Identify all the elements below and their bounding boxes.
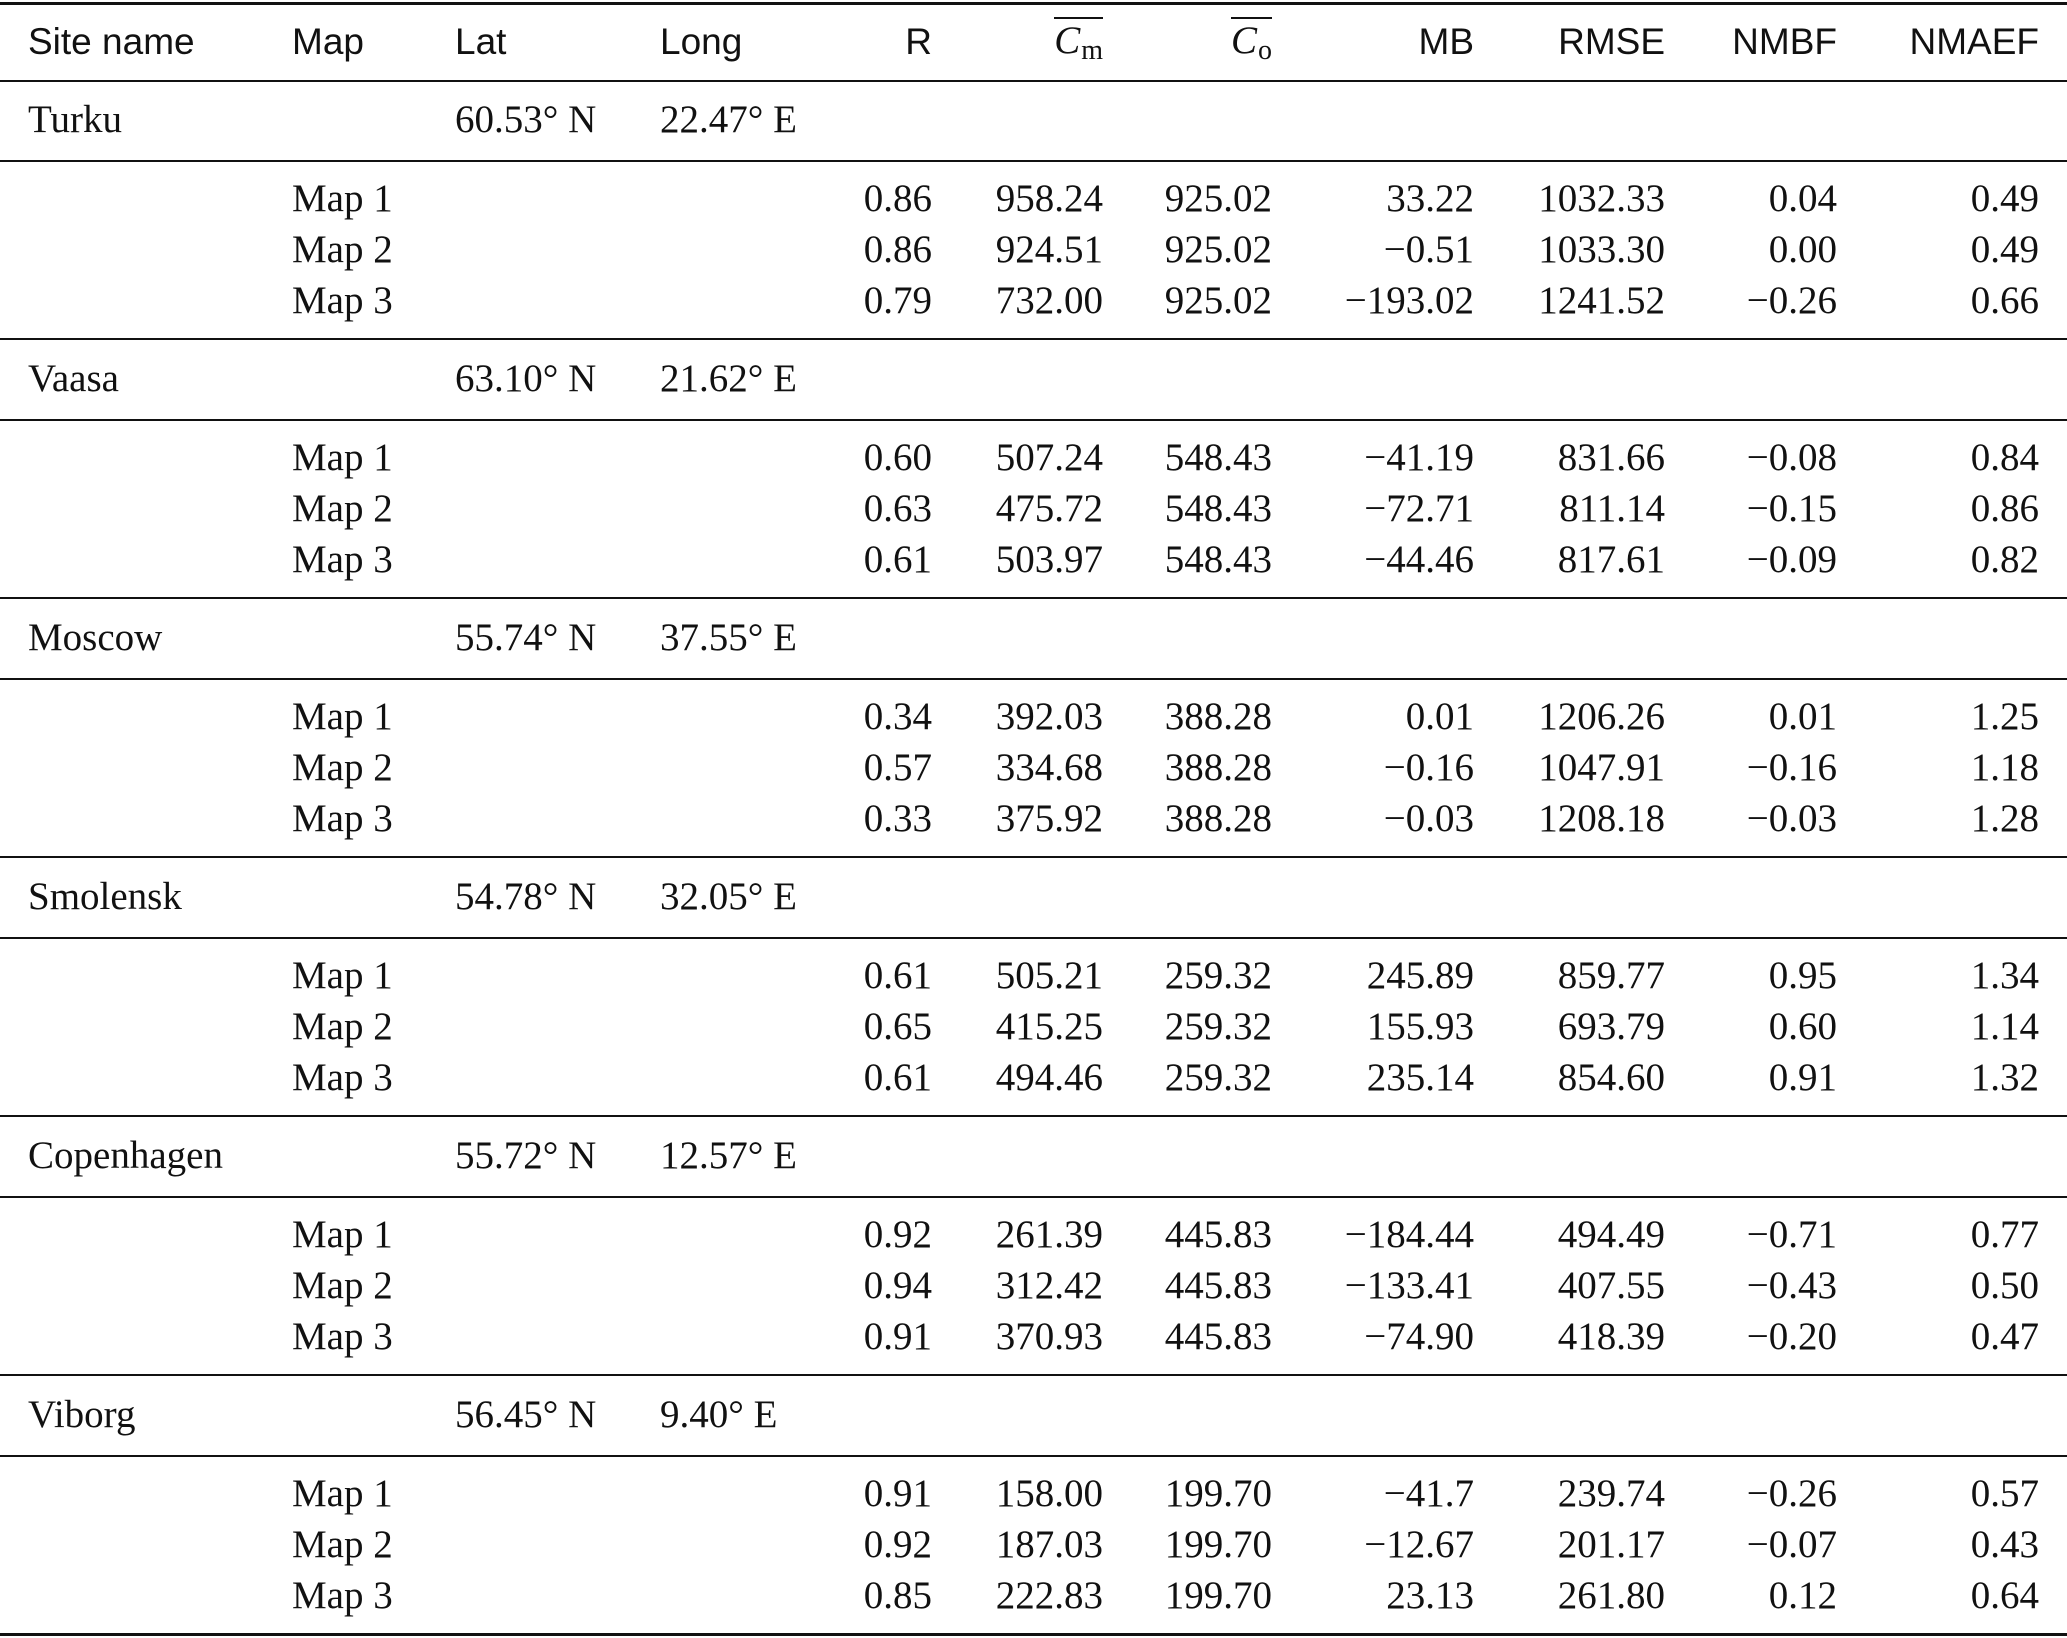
table-row-map: Map 3 (292, 796, 393, 840)
table-row-mb: −41.7 (1383, 1471, 1474, 1515)
site-name: Vaasa (28, 356, 119, 400)
header-nmaef: NMAEF (1909, 20, 2039, 62)
table-row-rmse: 811.14 (1559, 486, 1665, 530)
table-row-nmbf: −0.20 (1746, 1314, 1837, 1358)
table-row-nmbf: −0.16 (1746, 745, 1837, 789)
table-row-r: 0.94 (863, 1263, 932, 1307)
table-row-cm: 261.39 (995, 1212, 1103, 1256)
table-row-mb: −184.44 (1344, 1212, 1474, 1256)
table-row-mb: −193.02 (1344, 278, 1474, 322)
table-row-cm: 222.83 (995, 1573, 1103, 1617)
table-row-r: 0.61 (863, 1055, 932, 1099)
table-row-nmbf: −0.26 (1746, 1471, 1837, 1515)
table-row-cm: 732.00 (995, 278, 1103, 322)
table-row-map: Map 2 (292, 1263, 393, 1307)
table-row-nmbf: −0.15 (1746, 486, 1837, 530)
table-row-nmbf: −0.09 (1746, 537, 1837, 581)
table-row-co: 548.43 (1164, 435, 1272, 479)
table-row-mb: −0.16 (1383, 745, 1474, 789)
table-row-r: 0.34 (863, 694, 932, 738)
table-row-map: Map 1 (292, 694, 393, 738)
table-row-nmaef: 0.43 (1970, 1522, 2039, 1566)
table-row-map: Map 1 (292, 1471, 393, 1515)
site-lat: 63.10° N (455, 356, 597, 400)
table-row-nmbf: −0.71 (1746, 1212, 1837, 1256)
site-long: 37.55° E (660, 615, 797, 659)
site-name: Moscow (28, 615, 163, 659)
table-row-r: 0.92 (863, 1212, 932, 1256)
table-row-mb: −72.71 (1364, 486, 1474, 530)
header-map: Map (292, 20, 364, 62)
table-row-nmbf: 0.60 (1768, 1004, 1837, 1048)
table-row-nmbf: −0.07 (1746, 1522, 1837, 1566)
table-row-co: 445.83 (1164, 1314, 1272, 1358)
table-row-mb: −41.19 (1364, 435, 1474, 479)
table-row-cm: 503.97 (995, 537, 1103, 581)
header-long: Long (660, 20, 743, 62)
table-row-nmbf: 0.04 (1768, 176, 1837, 220)
table-row-map: Map 3 (292, 537, 393, 581)
table-row-r: 0.85 (863, 1573, 932, 1617)
table-row-co: 388.28 (1164, 745, 1272, 789)
site-long: 21.62° E (660, 356, 797, 400)
table-row-mb: 155.93 (1366, 1004, 1474, 1048)
table-row-r: 0.92 (863, 1522, 932, 1566)
table-row-nmaef: 0.57 (1970, 1471, 2039, 1515)
table-row-rmse: 859.77 (1557, 953, 1665, 997)
header-cm-mean-symbol: C (1054, 18, 1081, 62)
table-row-nmbf: −0.26 (1746, 278, 1837, 322)
site-name: Smolensk (28, 874, 182, 918)
table-row-cm: 375.92 (995, 796, 1103, 840)
table-row-map: Map 3 (292, 1314, 393, 1358)
table-row-rmse: 494.49 (1557, 1212, 1665, 1256)
section-rule (0, 1115, 2067, 1117)
site-long: 32.05° E (660, 874, 797, 918)
site-long: 22.47° E (660, 97, 797, 141)
table-row-co: 199.70 (1164, 1573, 1272, 1617)
section-rule (0, 1374, 2067, 1376)
site-lat: 56.45° N (455, 1392, 597, 1436)
table-row-mb: −0.51 (1383, 227, 1474, 271)
table-row-nmbf: 0.95 (1768, 953, 1837, 997)
table-row-co: 445.83 (1164, 1263, 1272, 1307)
table-row-nmaef: 1.28 (1970, 796, 2039, 840)
table-row-r: 0.91 (863, 1471, 932, 1515)
table-row-r: 0.33 (863, 796, 932, 840)
table-row-rmse: 418.39 (1557, 1314, 1665, 1358)
table-top-rule (0, 2, 2067, 5)
section-rule (0, 856, 2067, 858)
header-lat: Lat (455, 20, 507, 62)
table-row-co: 199.70 (1164, 1471, 1272, 1515)
table-row-map: Map 2 (292, 1004, 393, 1048)
table-row-r: 0.63 (863, 486, 932, 530)
table-row-nmaef: 0.84 (1970, 435, 2039, 479)
table-row-co: 925.02 (1164, 176, 1272, 220)
table-row-co: 259.32 (1164, 953, 1272, 997)
table-row-map: Map 3 (292, 1055, 393, 1099)
table-row-cm: 494.46 (995, 1055, 1103, 1099)
table-row-nmaef: 0.49 (1970, 176, 2039, 220)
table-row-nmaef: 0.47 (1970, 1314, 2039, 1358)
table-row-r: 0.91 (863, 1314, 932, 1358)
table-row-r: 0.61 (863, 537, 932, 581)
table-row-map: Map 1 (292, 953, 393, 997)
header-rmse: RMSE (1558, 20, 1665, 62)
site-rule (0, 937, 2067, 939)
table-row-mb: −133.41 (1344, 1263, 1474, 1307)
table-row-nmbf: 0.91 (1768, 1055, 1837, 1099)
site-rule (0, 678, 2067, 680)
table-row-map: Map 3 (292, 278, 393, 322)
table-row-co: 259.32 (1164, 1004, 1272, 1048)
table-row-mb: −74.90 (1364, 1314, 1474, 1358)
table-row-cm: 158.00 (995, 1471, 1103, 1515)
site-lat: 54.78° N (455, 874, 597, 918)
table-row-mb: 23.13 (1386, 1573, 1474, 1617)
site-rule (0, 1196, 2067, 1198)
site-name: Viborg (28, 1392, 136, 1436)
site-name: Copenhagen (28, 1133, 223, 1177)
header-cm-mean-subscript: m (1081, 34, 1103, 66)
table-row-rmse: 1033.30 (1538, 227, 1665, 271)
site-rule (0, 160, 2067, 162)
table-row-map: Map 2 (292, 486, 393, 530)
table-row-rmse: 1206.26 (1538, 694, 1665, 738)
table-row-co: 259.32 (1164, 1055, 1272, 1099)
table-row-nmaef: 1.14 (1970, 1004, 2039, 1048)
table-row-nmaef: 0.82 (1970, 537, 2039, 581)
table-row-map: Map 1 (292, 176, 393, 220)
table-row-r: 0.60 (863, 435, 932, 479)
table-row-r: 0.86 (863, 176, 932, 220)
header-co-mean-symbol: C (1230, 18, 1257, 62)
table-row-rmse: 201.17 (1557, 1522, 1665, 1566)
table-row-rmse: 1032.33 (1538, 176, 1665, 220)
table-row-co: 925.02 (1164, 227, 1272, 271)
table-row-cm: 187.03 (995, 1522, 1103, 1566)
table-row-map: Map 3 (292, 1573, 393, 1617)
site-rule (0, 1455, 2067, 1457)
table-row-rmse: 1208.18 (1538, 796, 1665, 840)
table-row-mb: −0.03 (1383, 796, 1474, 840)
table-row-nmbf: −0.43 (1746, 1263, 1837, 1307)
table-row-r: 0.79 (863, 278, 932, 322)
table-row-rmse: 1241.52 (1538, 278, 1665, 322)
table-row-nmbf: −0.03 (1746, 796, 1837, 840)
table-row-cm: 334.68 (995, 745, 1103, 789)
table-row-cm: 312.42 (995, 1263, 1103, 1307)
table-row-nmbf: 0.00 (1768, 227, 1837, 271)
table-row-rmse: 854.60 (1557, 1055, 1665, 1099)
site-name: Turku (28, 97, 122, 141)
table-row-cm: 958.24 (995, 176, 1103, 220)
table-row-co: 445.83 (1164, 1212, 1272, 1256)
table-row-rmse: 1047.91 (1538, 745, 1665, 789)
header-co-mean-subscript: o (1258, 34, 1272, 66)
table-row-rmse: 261.80 (1557, 1573, 1665, 1617)
site-lat: 55.74° N (455, 615, 597, 659)
header-nmbf: NMBF (1732, 20, 1837, 62)
table-row-r: 0.61 (863, 953, 932, 997)
table-row-map: Map 1 (292, 435, 393, 479)
table-row-co: 388.28 (1164, 796, 1272, 840)
table-row-nmaef: 0.49 (1970, 227, 2039, 271)
table-row-nmbf: −0.08 (1746, 435, 1837, 479)
table-row-nmaef: 0.77 (1970, 1212, 2039, 1256)
site-lat: 60.53° N (455, 97, 597, 141)
table-row-map: Map 1 (292, 1212, 393, 1256)
table-row-rmse: 817.61 (1557, 537, 1665, 581)
header-r: R (905, 20, 932, 62)
table-row-rmse: 831.66 (1557, 435, 1665, 479)
table-row-nmbf: 0.01 (1768, 694, 1837, 738)
table-row-map: Map 2 (292, 227, 393, 271)
table-row-rmse: 239.74 (1557, 1471, 1665, 1515)
table-row-co: 548.43 (1164, 537, 1272, 581)
section-rule (0, 338, 2067, 340)
table-row-cm: 370.93 (995, 1314, 1103, 1358)
table-bottom-rule (0, 1633, 2067, 1636)
site-rule (0, 419, 2067, 421)
table-row-nmbf: 0.12 (1768, 1573, 1837, 1617)
site-long: 9.40° E (660, 1392, 778, 1436)
section-rule (0, 597, 2067, 599)
header-rule (0, 80, 2067, 82)
table-row-r: 0.65 (863, 1004, 932, 1048)
table-row-mb: −12.67 (1364, 1522, 1474, 1566)
header-mb: MB (1418, 20, 1474, 62)
table-row-co: 388.28 (1164, 694, 1272, 738)
table-row-cm: 392.03 (995, 694, 1103, 738)
table-row-nmaef: 1.25 (1970, 694, 2039, 738)
site-long: 12.57° E (660, 1133, 797, 1177)
header-co-mean (1231, 17, 1272, 65)
table-row-nmaef: 0.86 (1970, 486, 2039, 530)
table-row-cm: 415.25 (995, 1004, 1103, 1048)
table-row-r: 0.86 (863, 227, 932, 271)
table-row-mb: 33.22 (1386, 176, 1474, 220)
table-row-mb: 0.01 (1405, 694, 1474, 738)
table-row-rmse: 693.79 (1557, 1004, 1665, 1048)
table-row-co: 199.70 (1164, 1522, 1272, 1566)
table-row-cm: 507.24 (995, 435, 1103, 479)
table-row-nmaef: 0.66 (1970, 278, 2039, 322)
table-row-map: Map 2 (292, 745, 393, 789)
table-row-nmaef: 1.18 (1970, 745, 2039, 789)
table-row-mb: 235.14 (1366, 1055, 1474, 1099)
table-row-mb: −44.46 (1364, 537, 1474, 581)
table-row-nmaef: 0.64 (1970, 1573, 2039, 1617)
header-site-name: Site name (28, 20, 195, 62)
table-row-nmaef: 1.34 (1970, 953, 2039, 997)
table-row-cm: 505.21 (995, 953, 1103, 997)
table-row-nmaef: 1.32 (1970, 1055, 2039, 1099)
site-lat: 55.72° N (455, 1133, 597, 1177)
table-row-rmse: 407.55 (1557, 1263, 1665, 1307)
header-cm-mean (1054, 17, 1103, 65)
table-row-co: 548.43 (1164, 486, 1272, 530)
table-row-cm: 475.72 (995, 486, 1103, 530)
table-row-map: Map 2 (292, 1522, 393, 1566)
table-row-co: 925.02 (1164, 278, 1272, 322)
table-row-mb: 245.89 (1366, 953, 1474, 997)
table-row-cm: 924.51 (995, 227, 1103, 271)
table-row-r: 0.57 (863, 745, 932, 789)
table-row-nmaef: 0.50 (1970, 1263, 2039, 1307)
